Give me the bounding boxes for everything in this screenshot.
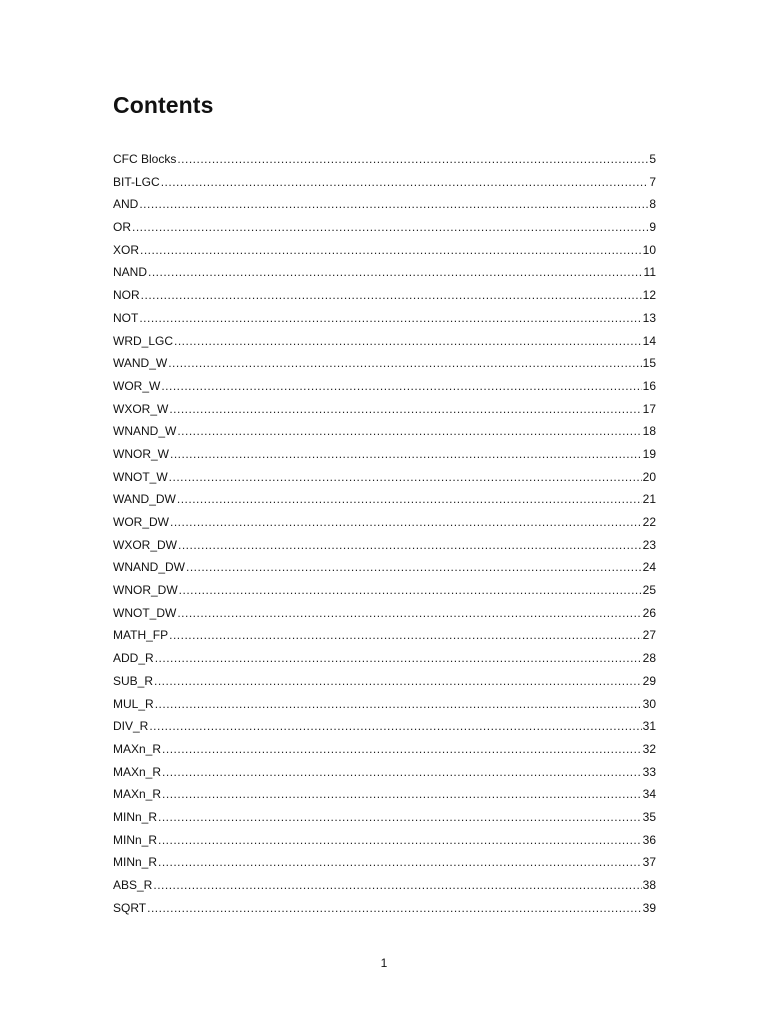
- page-number: 1: [380, 956, 388, 970]
- toc-entry-label: WNAND_W: [113, 424, 177, 439]
- toc-dot-leader: [158, 831, 642, 849]
- toc-entry[interactable]: [113, 695, 656, 718]
- toc-entry-label: BIT-LGC: [113, 174, 160, 189]
- toc-entry-page: 9: [649, 220, 656, 235]
- toc-entry-page: 27: [642, 628, 656, 643]
- toc-entry-label: MATH_FP: [113, 628, 169, 643]
- toc-entry-label: NAND: [113, 265, 148, 280]
- toc-entry-page: 8: [649, 197, 656, 212]
- toc-entry[interactable]: [113, 876, 656, 899]
- contents-heading: Contents: [113, 92, 214, 118]
- toc-dot-leader: [177, 604, 641, 622]
- toc-entry-label: MINn_R: [113, 832, 158, 847]
- toc-entry[interactable]: [113, 218, 656, 241]
- toc-dot-leader: [155, 649, 642, 667]
- toc-dot-leader: [177, 490, 642, 508]
- toc-entry-page: 19: [642, 446, 656, 461]
- toc-entry-label: MINn_R: [113, 809, 158, 824]
- toc-entry-label: ABS_R: [113, 878, 153, 892]
- toc-entry-label: WNAND_DW: [113, 560, 185, 575]
- toc-dot-leader: [148, 263, 643, 281]
- toc-dot-leader: [177, 422, 641, 440]
- toc-entry-label: WAND_DW: [113, 492, 176, 507]
- toc-dot-leader: [161, 377, 641, 395]
- toc-entry-page: 15: [642, 356, 656, 371]
- toc-entry-page: 34: [642, 787, 656, 802]
- toc-dot-leader: [169, 400, 641, 418]
- toc-entry-label: WOR_DW: [113, 515, 169, 529]
- toc-entry-label: AND: [113, 197, 139, 212]
- toc-entry[interactable]: [113, 513, 656, 536]
- toc-entry-label: WXOR_W: [113, 401, 169, 416]
- toc-entry-label: SQRT: [113, 900, 147, 915]
- toc-entry[interactable]: [113, 490, 656, 513]
- toc-dot-leader: [154, 672, 642, 690]
- toc-dot-leader: [161, 173, 649, 191]
- toc-entry[interactable]: [113, 173, 656, 196]
- toc-entry-page: 13: [642, 310, 656, 325]
- toc-entry[interactable]: [113, 763, 656, 786]
- toc-entry-page: 12: [642, 288, 656, 303]
- toc-entry[interactable]: [113, 740, 656, 763]
- toc-entry[interactable]: [113, 626, 656, 649]
- toc-entry[interactable]: [113, 150, 656, 173]
- toc-entry[interactable]: [113, 581, 656, 604]
- table-of-contents: [113, 150, 656, 921]
- toc-entry[interactable]: [113, 422, 656, 445]
- toc-dot-leader: [162, 740, 642, 758]
- toc-dot-leader: [169, 626, 642, 644]
- toc-entry-page: 10: [642, 242, 656, 257]
- toc-entry[interactable]: [113, 332, 656, 355]
- toc-entry-label: XOR: [113, 242, 140, 257]
- toc-entry[interactable]: [113, 241, 656, 264]
- toc-entry-page: 30: [642, 696, 656, 711]
- toc-entry[interactable]: [113, 558, 656, 581]
- toc-entry-label: WNOT_W: [113, 469, 168, 484]
- toc-dot-leader: [140, 241, 642, 259]
- toc-entry[interactable]: [113, 195, 656, 218]
- toc-entry[interactable]: [113, 377, 656, 400]
- toc-entry-label: NOR: [113, 288, 140, 303]
- toc-entry-label: WNOT_DW: [113, 605, 177, 620]
- toc-dot-leader: [177, 150, 648, 168]
- toc-entry[interactable]: [113, 286, 656, 309]
- toc-entry-page: 5: [649, 152, 656, 166]
- toc-entry-label: CFC Blocks: [113, 152, 177, 166]
- toc-entry-label: NOT: [113, 310, 139, 325]
- toc-entry-page: 24: [642, 560, 656, 575]
- toc-entry[interactable]: [113, 536, 656, 559]
- toc-entry-page: 20: [642, 469, 656, 484]
- toc-dot-leader: [162, 763, 642, 781]
- toc-entry-page: 37: [642, 855, 656, 870]
- toc-entry-label: WNOR_DW: [113, 583, 178, 598]
- toc-entry-page: 18: [642, 424, 656, 439]
- toc-entry[interactable]: [113, 785, 656, 808]
- toc-dot-leader: [169, 468, 642, 486]
- toc-dot-leader: [168, 354, 641, 372]
- toc-entry[interactable]: [113, 649, 656, 672]
- toc-dot-leader: [139, 309, 641, 327]
- toc-entry-page: 17: [642, 401, 656, 416]
- toc-entry-label: WRD_LGC: [113, 333, 174, 348]
- toc-dot-leader: [162, 785, 642, 803]
- toc-entry[interactable]: [113, 717, 656, 740]
- toc-entry-page: 35: [642, 809, 656, 824]
- toc-entry[interactable]: [113, 309, 656, 332]
- toc-dot-leader: [186, 558, 642, 576]
- toc-entry-page: 22: [642, 515, 656, 529]
- toc-entry-label: WXOR_DW: [113, 537, 177, 552]
- toc-entry-label: MUL_R: [113, 696, 154, 711]
- toc-entry-page: 14: [642, 333, 656, 348]
- toc-entry-label: WAND_W: [113, 356, 168, 371]
- toc-entry[interactable]: [113, 263, 656, 286]
- toc-entry-label: MAXn_R: [113, 741, 162, 756]
- toc-entry-page: 33: [642, 764, 656, 779]
- toc-dot-leader: [179, 581, 642, 599]
- toc-entry-page: 32: [642, 741, 656, 756]
- toc-entry[interactable]: [113, 672, 656, 695]
- toc-entry-page: 23: [642, 537, 656, 552]
- toc-dot-leader: [149, 717, 641, 735]
- toc-dot-leader: [178, 536, 642, 554]
- toc-dot-leader: [158, 808, 642, 826]
- toc-dot-leader: [174, 332, 642, 350]
- toc-entry-label: OR: [113, 220, 131, 235]
- toc-entry-page: 25: [642, 583, 656, 598]
- toc-entry[interactable]: [113, 899, 656, 922]
- toc-dot-leader: [141, 286, 642, 304]
- toc-entry[interactable]: [113, 400, 656, 423]
- toc-entry-page: 28: [642, 651, 656, 666]
- toc-dot-leader: [170, 513, 642, 531]
- toc-entry-page: 7: [649, 174, 656, 189]
- toc-entry-label: MAXn_R: [113, 764, 162, 779]
- toc-entry-page: 16: [642, 378, 656, 393]
- toc-dot-leader: [153, 876, 641, 894]
- toc-dot-leader: [139, 195, 648, 213]
- toc-entry-label: MINn_R: [113, 855, 158, 870]
- toc-entry[interactable]: [113, 604, 656, 627]
- toc-entry-page: 29: [642, 673, 656, 688]
- toc-entry-label: ADD_R: [113, 651, 154, 666]
- toc-entry-label: DIV_R: [113, 719, 149, 734]
- toc-entry-page: 11: [643, 265, 656, 280]
- toc-entry-label: WNOR_W: [113, 446, 169, 461]
- toc-entry[interactable]: [113, 354, 656, 377]
- toc-entry[interactable]: [113, 808, 656, 831]
- toc-entry-page: 38: [642, 878, 656, 892]
- toc-entry[interactable]: [113, 468, 656, 491]
- toc-entry[interactable]: [113, 831, 656, 854]
- toc-entry-page: 26: [642, 605, 656, 620]
- toc-entry-label: WOR_W: [113, 378, 161, 393]
- toc-entry-label: MAXn_R: [113, 787, 162, 802]
- toc-entry-label: SUB_R: [113, 673, 154, 688]
- toc-dot-leader: [132, 218, 648, 236]
- toc-dot-leader: [170, 445, 642, 463]
- toc-entry-page: 31: [642, 719, 656, 734]
- toc-entry[interactable]: [113, 445, 656, 468]
- toc-dot-leader: [147, 899, 642, 917]
- toc-entry-page: 21: [642, 492, 656, 507]
- toc-dot-leader: [155, 695, 642, 713]
- toc-entry[interactable]: [113, 853, 656, 876]
- toc-dot-leader: [158, 853, 642, 871]
- toc-entry-page: 36: [642, 832, 656, 847]
- toc-entry-page: 39: [642, 900, 656, 915]
